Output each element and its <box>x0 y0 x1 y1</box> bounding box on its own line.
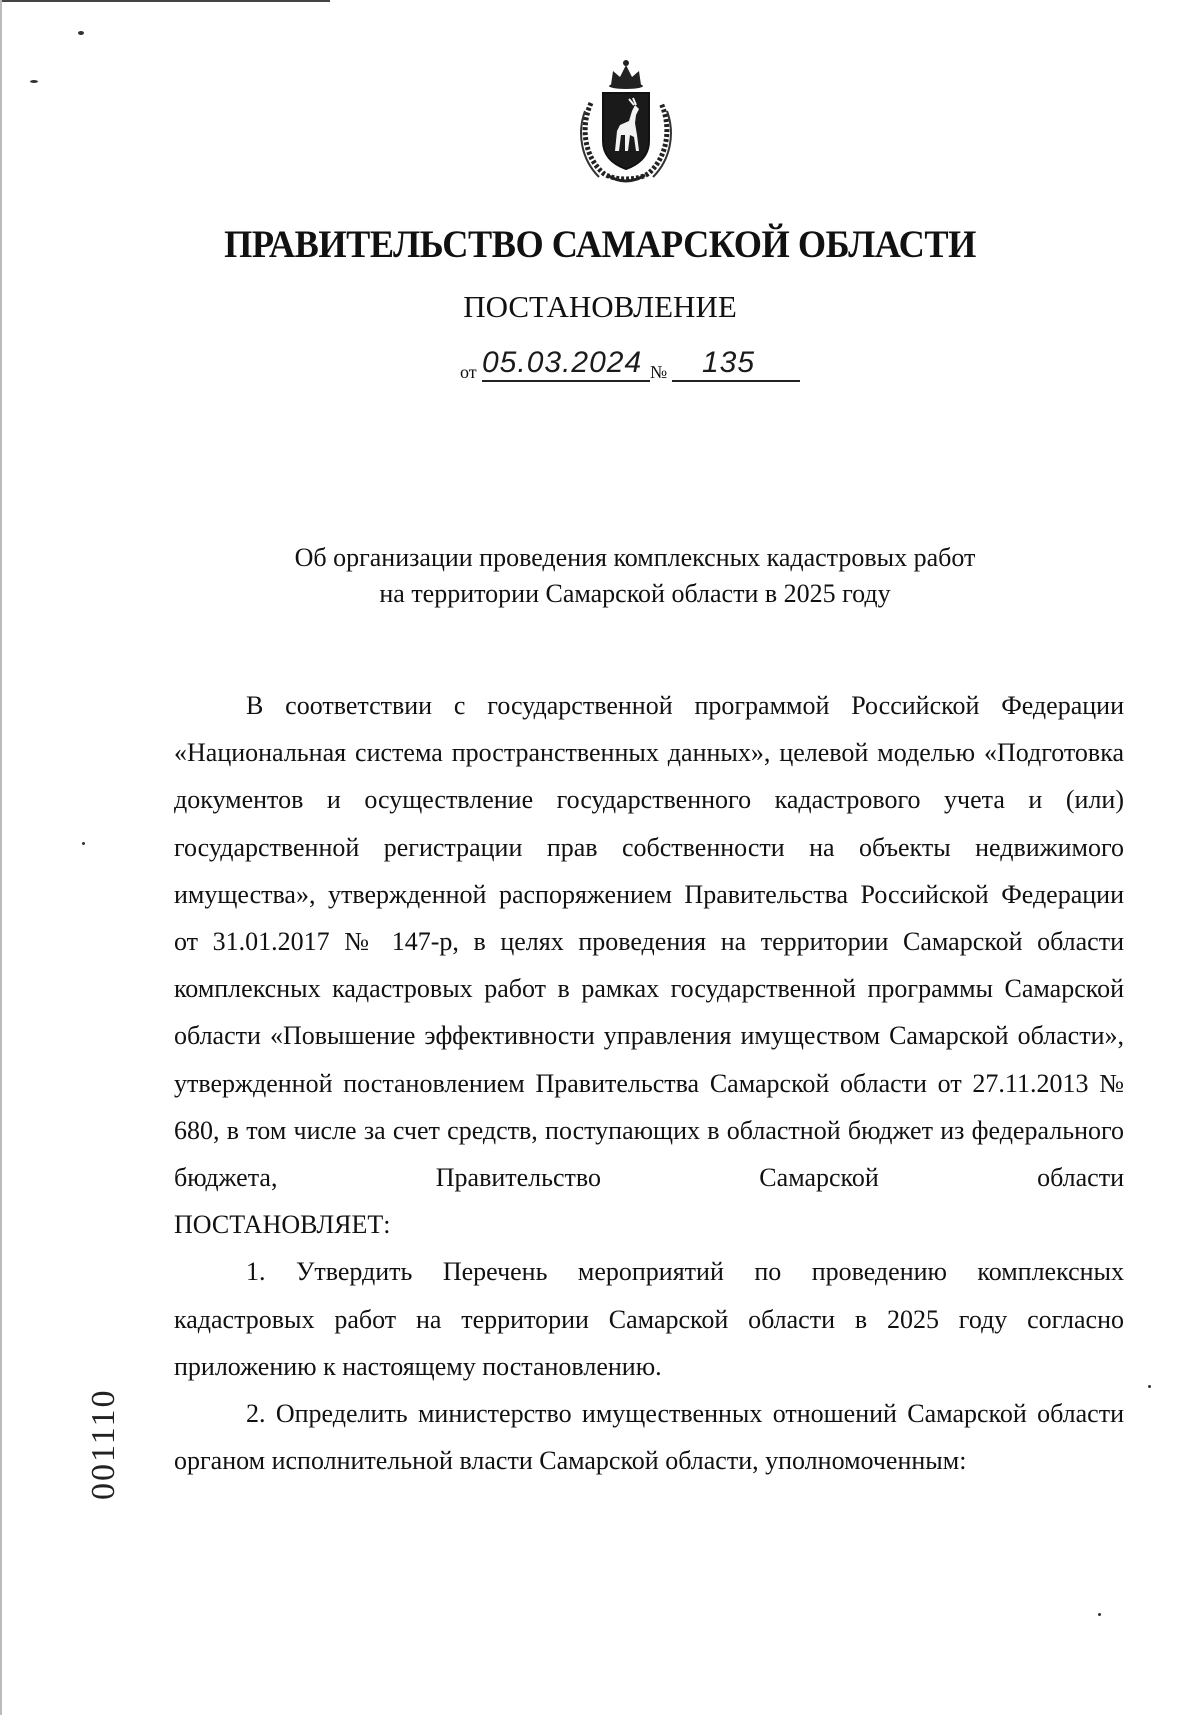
coat-of-arms-icon <box>573 55 679 188</box>
scan-speck <box>1148 1385 1151 1388</box>
scan-edge-left <box>0 0 2 1715</box>
handwritten-date: 05.03.2024 <box>482 346 643 379</box>
date-prefix: от <box>460 362 477 382</box>
number-underline <box>672 380 800 382</box>
document-body <box>174 682 1124 1484</box>
item-1-paragraph: 1. Утвердить Перечень мероприятий по проведению комплексных кадастровых работ на территории Самарской области в 2025 году согласно приложению к настоящему постановлению. <box>174 1257 1124 1381</box>
resolves-heading: ПОСТАНОВЛЯЕТ: <box>174 1210 391 1240</box>
scan-speck <box>1098 1613 1101 1616</box>
organization-title: ПРАВИТЕЛЬСТВО САМАРСКОЙ ОБЛАСТИ <box>224 223 976 266</box>
subject-line-2: на территории Самарской области в 2025 году <box>379 579 891 608</box>
scan-speck <box>30 80 38 83</box>
document-type: ПОСТАНОВЛЕНИЕ <box>463 289 737 324</box>
scan-speck <box>78 31 84 35</box>
date-underline <box>482 380 650 382</box>
number-prefix: № <box>650 362 668 382</box>
subject-line-1: Об организации проведения комплексных кадастровых работ <box>294 543 976 572</box>
preamble-paragraph: В соответствии с государственной программой Российской Федерации «Национальная система пространственных данных», целевой моделью «Подготовка документов и осуществление государственного кадастрового учета и (или) государственной регистрации прав собственности на объекты недвижимого имущества», утвержденной распоряжением Правительства Российской Федерации от 31.01.2017 № 147-р, в целях проведения на территории Самарской области комплексных кадастровых работ в рамках государственной программы Самарской области «Повышение эффективности управления имуществом Самарской области», утвержденной постановлением Правительства Самарской области от 27.11.2013 № 680, в том числе за счет средств, поступающих в областной бюджет из федерального бюджета, Правительство Самарской области <box>174 691 1124 1193</box>
item-2-paragraph: 2. Определить министерство имущественных отношений Самарской области органом исполнительной власти Самарской области, уполномоченным: <box>174 1399 1124 1476</box>
scan-edge-top <box>0 0 330 2</box>
document-subject <box>240 540 1030 612</box>
margin-stamp-number: 001110 <box>85 1388 122 1500</box>
handwritten-number: 135 <box>702 346 756 379</box>
scan-speck <box>82 842 85 845</box>
